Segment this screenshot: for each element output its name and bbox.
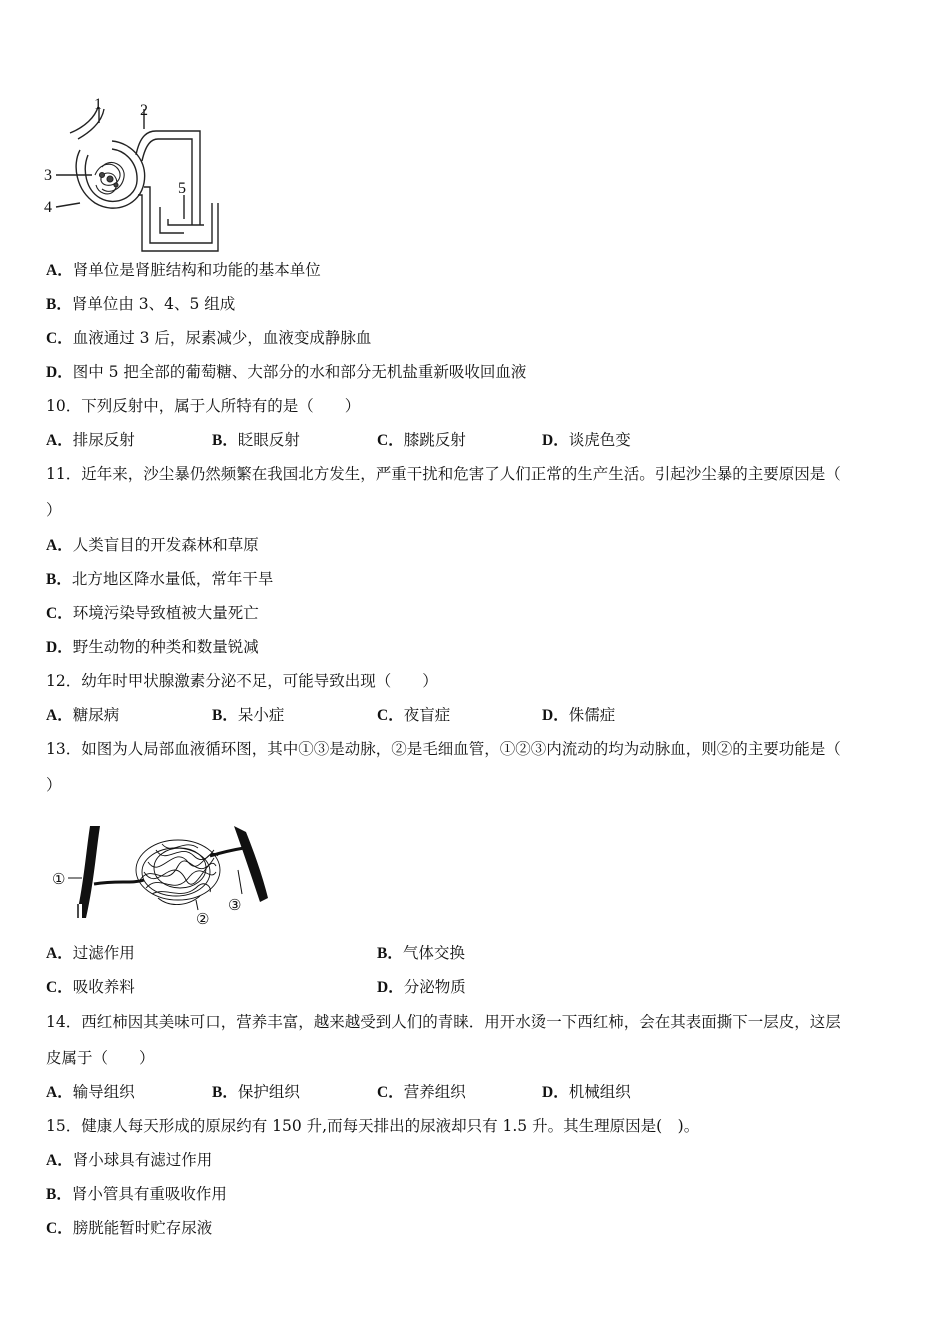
label-circle-2: ② (196, 912, 210, 928)
tubule (136, 131, 200, 225)
q11-option-b: B．北方地区降水量低，常年干旱 (46, 570, 274, 588)
label-3: 3 (44, 167, 52, 184)
artery-3 (234, 826, 268, 902)
q13-option-c: C．吸收养料 (46, 978, 135, 996)
q9-option-c: C．血液通过 3 后，尿素减少，血液变成静脉血 (46, 329, 372, 347)
label-4: 4 (44, 199, 52, 216)
q14-options (46, 1082, 906, 1102)
q9-option-d: D．图中 5 把全部的葡萄糖、大部分的水和部分无机盐重新吸收回血液 (46, 363, 527, 381)
capillary-figure (48, 822, 278, 932)
glomerulus (95, 162, 124, 193)
q10-option-b: B．眨眼反射 (212, 431, 300, 449)
q9-option-b: B．肾单位由 3、4、5 组成 (46, 295, 236, 313)
q12-option-b: B．呆小症 (212, 706, 285, 724)
q13-options-row2 (46, 977, 906, 997)
q12-options (46, 705, 906, 725)
q15-option-b: B．肾小管具有重吸收作用 (46, 1185, 227, 1203)
q9-option-a: A．肾单位是肾脏结构和功能的基本单位 (46, 261, 321, 279)
q14-option-a: A．输导组织 (46, 1083, 135, 1101)
q11-option-d: D．野生动物的种类和数量锐减 (46, 638, 259, 656)
capillary-network (136, 840, 220, 905)
q15-stem: 15．健康人每天形成的原尿约有 150 升,而每天排出的尿液却只有 1.5 升。其生理原因是( )。 (46, 1117, 700, 1135)
q15-option-c: C．膀胱能暂时贮存尿液 (46, 1219, 213, 1237)
q13-options-row1 (46, 943, 906, 963)
q10-option-c: C．膝跳反射 (377, 431, 466, 449)
q11-stem-line1: 11．近年来，沙尘暴仍然频繁在我国北方发生，严重干扰和危害了人们正常的生产生活。引起沙尘暴的主要原因是（ (46, 465, 841, 483)
q14-stem-line2: 皮属于（ ） (46, 1049, 155, 1067)
nephron-figure (40, 95, 220, 255)
q13-option-d: D．分泌物质 (377, 978, 466, 996)
q13-option-a: A．过滤作用 (46, 944, 135, 962)
label-5: 5 (178, 180, 186, 197)
q10-option-d: D．谈虎色变 (542, 431, 631, 449)
q13-stem-line2: ） (46, 776, 62, 794)
q12-option-a: A．糖尿病 (46, 706, 120, 724)
label-2: 2 (140, 102, 148, 119)
q13-stem-line1: 13．如图为人局部血液循环图，其中①③是动脉，②是毛细血管，①②③内流动的均为动脉血，则②的主要功能是（ (46, 740, 841, 758)
q13-option-b: B．气体交换 (377, 944, 465, 962)
q11-option-c: C．环境污染导致植被大量死亡 (46, 604, 259, 622)
q14-stem-line1: 14．西红柿因其美味可口，营养丰富，越来越受到人们的青睐．用开水烫一下西红柿，会在其表面撕下一层皮，这层 (46, 1013, 841, 1031)
q14-option-b: B．保护组织 (212, 1083, 300, 1101)
q12-stem: 12．幼年时甲状腺激素分泌不足，可能导致出现（ ） (46, 672, 438, 690)
q12-option-d: D．侏儒症 (542, 706, 616, 724)
label-1: 1 (94, 96, 102, 113)
q10-option-a: A．排尿反射 (46, 431, 135, 449)
q11-stem-line2: ） (46, 501, 62, 519)
label-circle-1: ① (52, 872, 66, 888)
q11-option-a: A．人类盲目的开发森林和草原 (46, 536, 259, 554)
q15-option-a: A．肾小球具有滤过作用 (46, 1151, 213, 1169)
label-circle-3: ③ (228, 898, 242, 914)
q12-option-c: C．夜盲症 (377, 706, 451, 724)
q14-option-d: D．机械组织 (542, 1083, 631, 1101)
q10-stem: 10．下列反射中，属于人所特有的是（ ） (46, 397, 361, 415)
q14-option-c: C．营养组织 (377, 1083, 466, 1101)
q10-options (46, 430, 906, 450)
